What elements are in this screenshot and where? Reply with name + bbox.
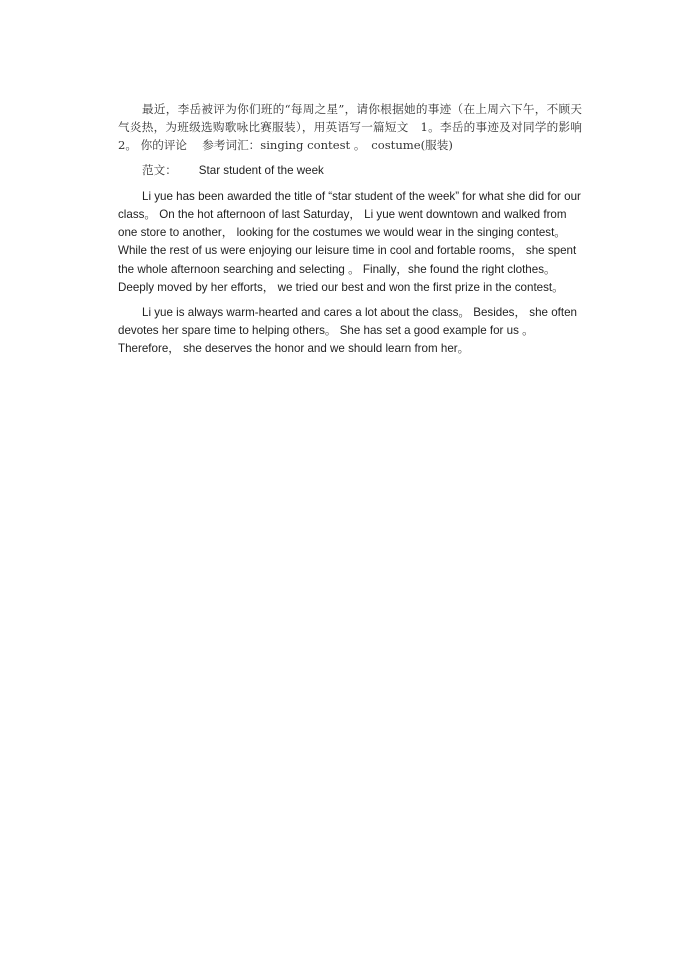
essay-paragraph-1: Li yue has been awarded the title of “star student of the week” for what she did for our class。 On the hot afternoon of last Saturday， Li yue went downtown and walked from one store to another， looking for the costumes we would wear in the singing contest。 While the rest of us were enjoying our leisure time in cool and fortable rooms， she spent the whole afternoon searching and selecting 。 Finally，she found the right clothes。 Deeply moved by her efforts， we tried our best and won the first prize in the contest。 <box>118 189 581 294</box>
essay-paragraph-2: Li yue is always warm-hearted and cares a lot about the class。 Besides， she often devotes her spare time to helping others。 She has set a good example for us 。 Therefore， she deserves the honor and we should learn from her。 <box>118 306 577 356</box>
sample-label: 范文： <box>142 162 177 177</box>
sample-title: Star student of the week <box>198 163 324 177</box>
writing-prompt: 最近，李岳被评为你们班的“每周之星”，请你根据她的事迹（在上周六下午，不顾天气炎热，为班级选购歌咏比赛服装），用英语写一篇短文 1。李岳的事迹及对同学的影响 2。 你的评论 参考词汇：singing contest 。 costume(服装) <box>118 102 582 153</box>
sample-heading <box>118 161 582 180</box>
document-content <box>118 100 582 359</box>
